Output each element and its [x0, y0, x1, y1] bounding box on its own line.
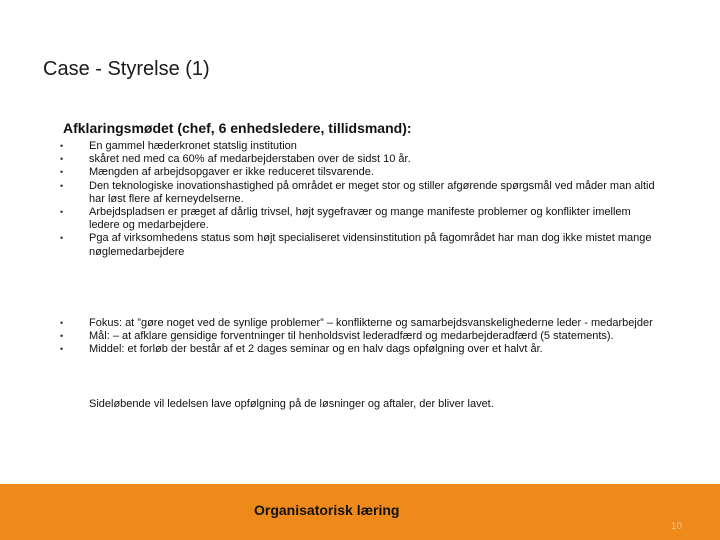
bullet-icon: •	[60, 331, 64, 342]
bullet-icon: •	[60, 233, 64, 244]
list-item	[60, 166, 660, 179]
slide-title: Case - Styrelse (1)	[43, 58, 210, 80]
section-heading: Afklaringsmødet (chef, 6 enhedsledere, tillidsmand):	[63, 120, 412, 136]
plan-continuation-text: Sideløbende vil ledelsen lave opfølgning på de løsninger og aftaler, der bliver lavet.	[89, 398, 494, 410]
bullet-text: Pga af virksomhedens status som højt specialiseret vidensinstitution på fagområdet har man dog ikke mistet mange nøglemedarbejdere	[89, 232, 652, 258]
bullet-text: skåret ned med ca 60% af medarbejderstaben over de sidst 10 år.	[89, 153, 411, 166]
list-item	[60, 343, 660, 356]
list-item	[60, 153, 660, 166]
list-item	[60, 317, 660, 330]
bullet-text: Arbejdspladsen er præget af dårlig trivsel, højt sygefravær og mange manifeste problemer og konflikter imellem ledere og medarbejdere.	[89, 206, 631, 232]
list-item	[60, 180, 660, 206]
bullet-text: Middel: et forløb der består af et 2 dages seminar og en halv dags opfølgning over et halvt år.	[89, 343, 543, 356]
bullet-icon: •	[60, 141, 64, 151]
list-item	[60, 330, 660, 343]
footer-bar	[0, 484, 720, 540]
bullet-text: Mængden af arbejdsopgaver er ikke reduceret tilsvarende.	[89, 166, 374, 179]
list-item	[60, 206, 660, 232]
bullet-icon: •	[60, 344, 64, 355]
bullet-icon: •	[60, 180, 64, 191]
bullet-icon: •	[60, 154, 64, 165]
bullet-icon: •	[60, 167, 64, 178]
list-item	[60, 232, 660, 258]
bullet-text: En gammel hæderkronet statslig institution	[89, 140, 297, 152]
bullet-text: Den teknologiske inovationshastighed på området er meget stor og stiller afgørende spørgsmål ved måder man altid har løst flere af kerneydelserne.	[89, 179, 655, 205]
bullet-text: Fokus: at ”gøre noget ved de synlige problemer” – konflikterne og samarbejdsvanskelighederne leder - medarbejder	[89, 317, 653, 329]
bullet-text: Mål: – at afklare gensidige forventninger til henholdsvist lederadfærd og medarbejderadfærd (5 statements).	[89, 330, 614, 343]
footer-label: Organisatorisk læring	[254, 502, 400, 518]
plan-bullet-list	[60, 317, 660, 357]
list-item	[60, 140, 660, 153]
bullet-icon: •	[60, 207, 64, 218]
context-bullet-list	[60, 140, 660, 259]
bullet-icon: •	[60, 318, 64, 328]
page-number: 10	[670, 521, 682, 532]
